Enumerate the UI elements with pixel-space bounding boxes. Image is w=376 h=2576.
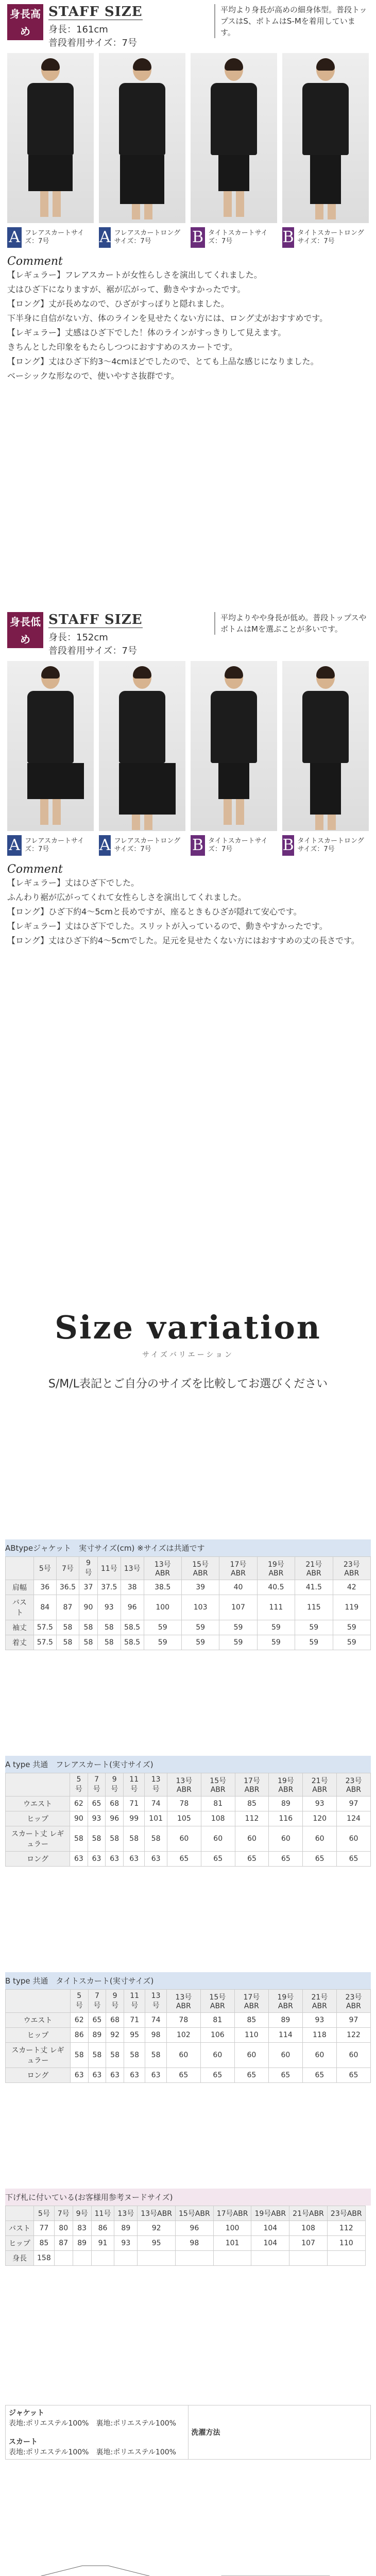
header-cell: 7号	[88, 1990, 106, 2013]
comment-body: 【レギュラー】丈はひざ下でした。 ふんわり裾が広がってくれて女性らしさを演出してくれました。 【ロング】ひざ下約4～5cmと長めですが、座るときもひざが隠れて安心です。 【レギュラー】丈はひざ下でした。スリットが入っているので、動きやすかったです。 【ロング】丈はひざ下約4～5cmでした。足元を見せたくない方にはおすすめの丈の長さです。	[7, 878, 360, 945]
header-cell: 19号ABR	[269, 1773, 303, 1797]
comment-heading: Comment	[7, 863, 63, 876]
nude-title: 下げ札に付いている(お客様用参考ヌードサイズ)	[5, 2189, 371, 2206]
table-row: 袖丈 57.5 58 58 58 58.5 59 59 59 59 59 59	[6, 1620, 371, 1635]
header-cell: 13号ABR	[167, 1773, 201, 1797]
jacket-size-table	[0, 1535, 376, 1752]
header-cell: 5号	[70, 1773, 88, 1797]
model-photo	[7, 53, 94, 223]
jacket-table-title: ABtypeジャケット 実寸サイズ(cm) ※サイズは共通です	[5, 1539, 371, 1556]
header-cell: 21号ABR	[295, 1557, 333, 1580]
header-cell: 7号	[56, 1557, 79, 1580]
caption: B タイトスカートロングサイズ：7号	[282, 227, 369, 248]
table-row: ウエスト 62 65 68 71 74 78 81 85 89 93 97	[6, 1797, 371, 1811]
staff-usual-size: 普段着用サイズ：7号	[48, 646, 138, 656]
header-cell	[6, 1557, 34, 1580]
jacket-diagram	[10, 2555, 180, 2576]
table-row: スカート丈 レギュラー 58 58 58 58 58 60 60 60 60 60 60	[6, 1826, 371, 1852]
height-badge: 身長低め	[7, 612, 43, 648]
table-row: ヒップ 90 93 96 99 101 105 108 112 116 120 124	[6, 1811, 371, 1826]
size-diagram	[0, 2545, 376, 2576]
table-row: ヒップ 85 87 89 91 93 95 98 101 104 107 110	[6, 2236, 366, 2251]
nude-table	[5, 2206, 366, 2266]
skirt-b-title: B type 共通 タイトスカート(実寸サイズ)	[5, 1972, 371, 1989]
model-photo	[191, 53, 277, 223]
header-cell: 23号ABR	[336, 1990, 370, 2013]
header-cell: 15号ABR	[175, 2206, 213, 2221]
table-row: ロング 63 63 63 63 63 65 65 65 65 65 65	[6, 2068, 371, 2083]
header-cell: 11号	[97, 1557, 121, 1580]
header-cell: 13号ABR	[166, 1990, 200, 2013]
staff-height: 身長：161cm	[48, 24, 108, 35]
table-row: スカート丈 レギュラー 58 58 58 58 58 60 60 60 60 60 60	[6, 2043, 371, 2068]
header-cell: 13号	[114, 2206, 138, 2221]
header-cell	[6, 2206, 34, 2221]
staff-note: 平均より身長が高めの細身体型。普段トップスはS、ボトムはS-Mを着用しています。	[214, 4, 369, 38]
header-cell: 21号ABR	[303, 1773, 337, 1797]
table-row: バスト 84 87 90 93 96 100 103 107 111 115 119	[6, 1595, 371, 1620]
size-variation-subtitle: サイズバリエーション	[142, 1351, 234, 1359]
table-row: バスト 77 80 83 86 89 92 96 100 104 108 112	[6, 2221, 366, 2236]
jacket-table	[5, 1556, 371, 1650]
staff-section-short: 身長低め STAFF SIZE 身長：152cm 普段着用サイズ：7号 平均よりやや身長が低め。普段トップスやボトムはMを選ぶことが多いです。 A フレアスカートサイズ：7号 A フレアスカートロングサイズ：7号 B タイトスカートサイズ：7号 B タイトスカートロングサイズ：7号 Comment 【レギュラー】丈はひざ下でした。 ふんわり裾が広がってくれて女性らしさを演出してくれました。 【ロング】ひざ下約4～5cmと長めですが、座るときもひざが隠れて安心です。 【レギュラー】丈はひざ下でした。スリットが入っているので、動きやすかったです。 【ロング】丈はひざ下約4～5cmでした。足元を見せたくない方にはおすすめの丈の長さです。	[0, 608, 376, 1278]
model-photo	[99, 53, 185, 223]
staff-title: STAFF SIZE	[48, 4, 143, 20]
table-row: 肩幅 36 36.5 37 37.5 38 38.5 39 40 40.5 41.5 42	[6, 1580, 371, 1595]
comment-heading: Comment	[7, 255, 63, 268]
table-row: ウエスト 62 65 68 71 74 78 81 85 89 93 97	[6, 2013, 371, 2028]
header-cell: 23号ABR	[337, 1773, 371, 1797]
nude-size-table	[0, 2184, 376, 2401]
size-variation-title: Size variation	[55, 1309, 321, 1346]
header-cell: 15号ABR	[200, 1990, 234, 2013]
header-cell: 13号	[145, 1773, 167, 1797]
skirt-a-size-table	[0, 1752, 376, 1968]
staff-note: 平均よりやや身長が低め。普段トップスやボトムはMを選ぶことが多いです。	[214, 612, 369, 635]
size-lead-text: S/M/L表記とご自分のサイズを比較してお選びください	[48, 1378, 328, 1391]
header-cell: 9号	[106, 1773, 124, 1797]
header-cell: 19号ABR	[268, 1990, 302, 2013]
staff-height: 身長：152cm	[48, 632, 108, 643]
header-cell: 15号ABR	[201, 1773, 235, 1797]
header-cell: 5号	[33, 1557, 56, 1580]
model-photo	[282, 661, 369, 831]
header-cell	[6, 1773, 70, 1797]
header-cell: 19号ABR	[257, 1557, 295, 1580]
header-cell: 13号ABR	[138, 2206, 176, 2221]
header-cell: 7号	[54, 2206, 73, 2221]
caption: A フレアスカートロングサイズ：7号	[99, 227, 185, 248]
skirt-b-size-table	[0, 1968, 376, 2184]
header-cell: 7号	[88, 1773, 106, 1797]
header-cell: 13号	[121, 1557, 144, 1580]
header-cell: 15号ABR	[181, 1557, 219, 1580]
staff-usual-size: 普段着用サイズ：7号	[48, 38, 138, 48]
skirt-a-title: A type 共通 フレアスカート(実寸サイズ)	[5, 1756, 371, 1773]
size-variation-header	[0, 1278, 376, 1535]
header-cell: 17号ABR	[234, 1990, 268, 2013]
header-cell: 5号	[34, 2206, 55, 2221]
comment-body: 【レギュラー】フレアスカートが女性らしさを演出してくれました。 丈はひざ下になりますが、裾が広がって、動きやすかったです。 【ロング】丈が長めなので、ひざがすっぽりと隠れました。 下半身に自信がない方、体のラインを見せたくない方には、ロング丈がおすすめです。 【レギュラー】丈感はひざ下でした！体のラインがすっきりして見えます。 きちんとした印象をもたらしつつにおすすめのスカートです。 【ロング】丈はひざ下約3～4cmほどでしたので、とても上品な感じになりました。 ベーシックな形なので、使いやすさ抜群です。	[7, 270, 328, 381]
header-cell: 23号ABR	[327, 2206, 365, 2221]
header-cell: 13号ABR	[144, 1557, 181, 1580]
table-row: 身長 158	[6, 2251, 366, 2266]
header-cell: 9号	[79, 1557, 98, 1580]
header-cell: 19号ABR	[251, 2206, 289, 2221]
skirt-b-table	[5, 1989, 371, 2083]
caption: A フレアスカートサイズ：7号	[7, 227, 94, 248]
table-row: ヒップ 86 89 92 95 98 102 106 110 114 118 122	[6, 2028, 371, 2043]
table-row: 着丈 57.5 58 58 58 58.5 59 59 59 59 59 59	[6, 1635, 371, 1650]
material-table: ジャケット 表地:ポリエステル100% 裏地:ポリエステル100% スカート 表地:ポリエステル100% 裏地:ポリエステル100% 洗濯方法	[5, 2405, 371, 2460]
material-section	[0, 2401, 376, 2545]
model-photo	[99, 661, 185, 831]
model-photo	[7, 661, 94, 831]
skirt-diagram	[191, 2555, 361, 2576]
header-cell	[6, 1990, 71, 2013]
skirt-a-table	[5, 1773, 371, 1867]
header-cell: 11号	[124, 1990, 145, 2013]
table-row: ロング 63 63 63 63 63 65 65 65 65 65 65	[6, 1852, 371, 1867]
header-cell: 21号ABR	[302, 1990, 336, 2013]
header-cell: 11号	[91, 2206, 114, 2221]
staff-section-tall	[0, 0, 376, 608]
header-cell: 21号ABR	[289, 2206, 328, 2221]
header-cell: 11号	[124, 1773, 145, 1797]
caption: B タイトスカートサイズ：7号	[191, 227, 277, 248]
header-cell: 5号	[70, 1990, 88, 2013]
staff-title: STAFF SIZE	[48, 612, 143, 628]
header-cell: 23号ABR	[333, 1557, 370, 1580]
header-cell: 17号ABR	[219, 1557, 257, 1580]
model-photo	[191, 661, 277, 831]
header-cell: 17号ABR	[235, 1773, 269, 1797]
height-badge: 身長高め	[7, 4, 43, 40]
header-cell: 17号ABR	[213, 2206, 251, 2221]
header-cell: 9号	[73, 2206, 91, 2221]
model-photo	[282, 53, 369, 223]
header-cell: 9号	[106, 1990, 124, 2013]
header-cell: 13号	[145, 1990, 166, 2013]
